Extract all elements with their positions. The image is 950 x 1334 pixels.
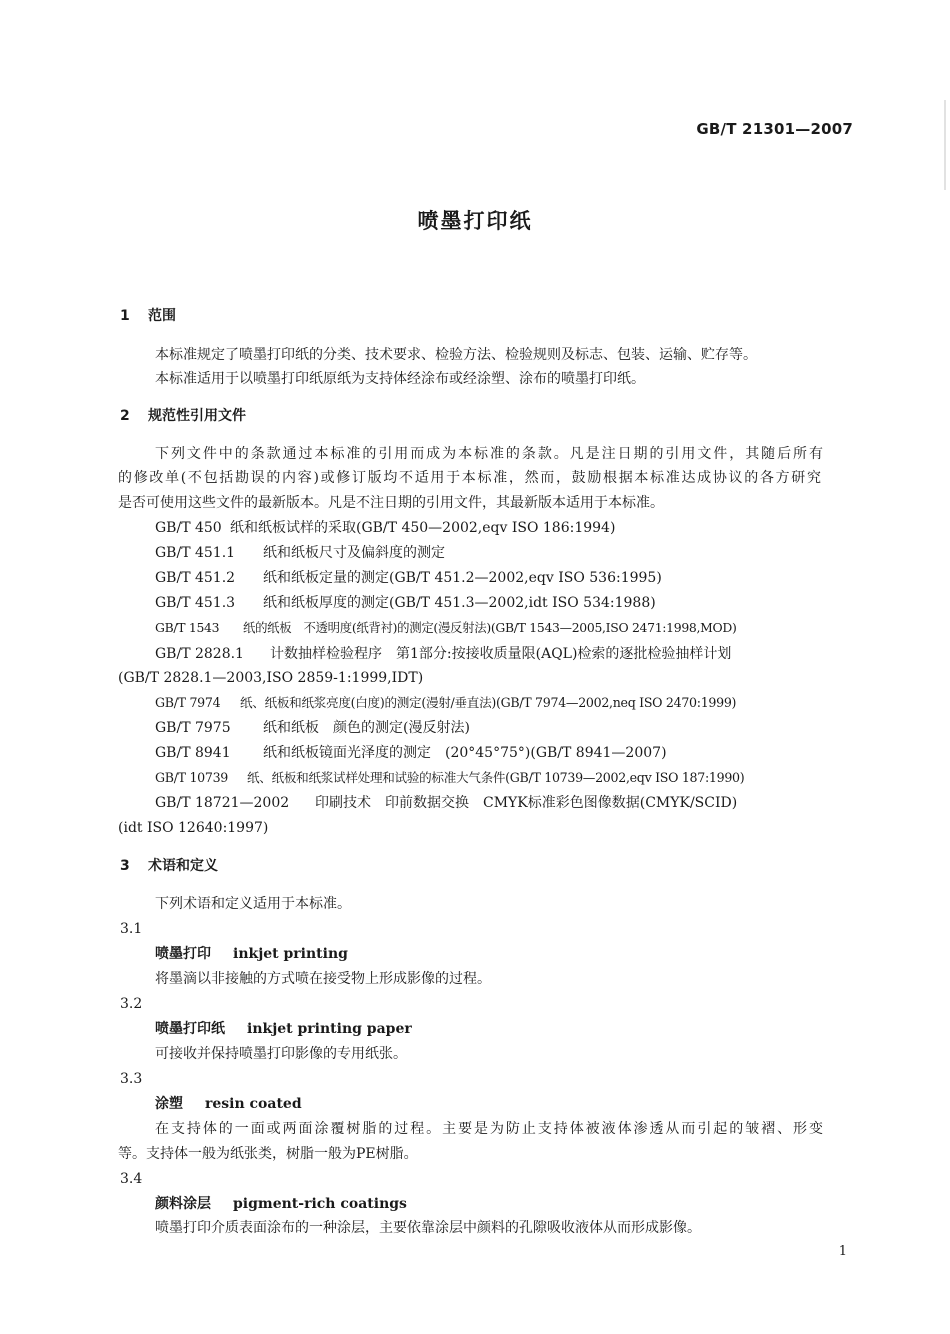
- reference-continuation: (GB/T 2828.1—2003,ISO 2859-1:1999,IDT): [118, 670, 424, 686]
- paragraph-line: 的修改单(不包括勘误的内容)或修订版均不适用于本标准，然而，鼓励根据本标准达成协议的各方研究: [118, 470, 821, 486]
- reference-text: 纸和纸板尺寸及偏斜度的测定: [263, 545, 445, 561]
- reference-item: [155, 593, 656, 613]
- term-zh: 喷墨打印: [155, 946, 211, 962]
- reference-item: [155, 644, 731, 664]
- term-zh: 涂塑: [155, 1096, 183, 1112]
- section-title: 术语和定义: [148, 858, 218, 874]
- paragraph-line: 是否可使用这些文件的最新版本。凡是不注日期的引用文件，其最新版本适用于本标准。: [118, 495, 664, 511]
- reference-code: GB/T 451.3: [155, 595, 236, 611]
- term-definition: 等。支持体一般为纸张类，树脂一般为PE树脂。: [118, 1146, 418, 1162]
- section-number: 3: [120, 858, 130, 874]
- term-definition: 在支持体的一面或两面涂覆树脂的过程。主要是为防止支持体被液体渗透从而引起的皱褶、形变: [155, 1121, 823, 1137]
- term-number: 3.1: [120, 921, 143, 937]
- term-zh: 喷墨打印纸: [155, 1021, 225, 1037]
- paragraph-line: 下列文件中的条款通过本标准的引用而成为本标准的条款。凡是注日期的引用文件，其随后所有: [155, 446, 823, 462]
- paragraph-line: 本标准适用于以喷墨打印纸原纸为支持体经涂布或经涂塑、涂布的喷墨打印纸。: [155, 371, 645, 387]
- section-number: 2: [120, 408, 130, 424]
- term-title: [155, 944, 348, 964]
- reference-text: 纸、纸板和纸浆试样处理和试验的标准大气条件(GB/T 10739—2002,eqv ISO 187:1990): [247, 770, 745, 785]
- section-heading-scope: [120, 306, 176, 326]
- term-en: resin coated: [205, 1096, 302, 1112]
- reference-text: 纸和纸板镜面光泽度的测定 (20°45°75°)(GB/T 8941—2007): [263, 745, 667, 761]
- reference-code: GB/T 451.1: [155, 545, 236, 561]
- document-title: 喷墨打印纸: [417, 209, 533, 233]
- reference-code: GB/T 1543: [155, 620, 220, 635]
- reference-item: [155, 693, 736, 713]
- reference-item: [155, 518, 615, 538]
- reference-code: GB/T 10739: [155, 770, 229, 785]
- reference-text: 计数抽样检验程序 第1部分:按接收质量限(AQL)检索的逐批检验抽样计划: [270, 646, 732, 662]
- term-title: [155, 1019, 412, 1039]
- term-title: [155, 1094, 302, 1114]
- paragraph-line: 本标准规定了喷墨打印纸的分类、技术要求、检验方法、检验规则及标志、包装、运输、贮存等。: [155, 347, 757, 363]
- reference-text: 纸和纸板定量的测定(GB/T 451.2—2002,eqv ISO 536:1995): [263, 570, 662, 586]
- term-title: [155, 1194, 407, 1214]
- page-number: 1: [838, 1244, 847, 1259]
- reference-item: [155, 568, 662, 588]
- reference-code: GB/T 451.2: [155, 570, 236, 586]
- reference-item: [155, 793, 737, 813]
- reference-code: GB/T 450: [155, 520, 222, 536]
- term-en: inkjet printing: [233, 946, 348, 962]
- reference-item: [155, 543, 445, 563]
- term-en: pigment-rich coatings: [233, 1196, 407, 1212]
- section-title: 范围: [148, 308, 176, 324]
- reference-code: GB/T 2828.1: [155, 646, 244, 662]
- reference-text: 纸和纸板 颜色的测定(漫反射法): [263, 720, 470, 736]
- reference-item: [155, 768, 744, 788]
- term-number: 3.4: [120, 1171, 143, 1187]
- reference-item: [155, 718, 470, 738]
- reference-code: GB/T 7975: [155, 720, 231, 736]
- reference-code: GB/T 18721—2002: [155, 795, 290, 811]
- section-heading-normative: [120, 406, 246, 426]
- term-en: inkjet printing paper: [247, 1021, 412, 1037]
- reference-text: 纸和纸板厚度的测定(GB/T 451.3—2002,idt ISO 534:1988): [263, 595, 656, 611]
- term-definition: 将墨滴以非接触的方式喷在接受物上形成影像的过程。: [155, 971, 491, 987]
- section-title: 规范性引用文件: [148, 408, 246, 424]
- reference-text: 纸的纸板 不透明度(纸背衬)的测定(漫反射法)(GB/T 1543—2005,ISO 2471:1998,MOD): [243, 620, 737, 635]
- section-heading-terms: [120, 856, 218, 876]
- term-number: 3.3: [120, 1071, 143, 1087]
- term-number: 3.2: [120, 996, 143, 1012]
- term-zh: 颜料涂层: [155, 1196, 211, 1212]
- reference-text: 纸和纸板试样的采取(GB/T 450—2002,eqv ISO 186:1994): [230, 520, 616, 536]
- paragraph-line: 下列术语和定义适用于本标准。: [155, 896, 351, 912]
- reference-item: [155, 743, 667, 763]
- term-definition: 喷墨打印介质表面涂布的一种涂层，主要依靠涂层中颜料的孔隙吸收液体从而形成影像。: [155, 1220, 701, 1236]
- section-number: 1: [120, 308, 130, 324]
- standard-code: GB/T 21301—2007: [696, 120, 853, 138]
- reference-continuation: (idt ISO 12640:1997): [118, 820, 269, 836]
- reference-text: 纸、纸板和纸浆亮度(白度)的测定(漫射/垂直法)(GB/T 7974—2002,neq ISO 2470:1999): [240, 695, 737, 710]
- scan-edge-mark: [944, 100, 946, 190]
- reference-item: [155, 618, 737, 638]
- term-definition: 可接收并保持喷墨打印影像的专用纸张。: [155, 1046, 407, 1062]
- reference-code: GB/T 7974: [155, 695, 221, 710]
- reference-code: GB/T 8941: [155, 745, 231, 761]
- reference-text: 印刷技术 印前数据交换 CMYK标准彩色图像数据(CMYK/SCID): [315, 795, 738, 811]
